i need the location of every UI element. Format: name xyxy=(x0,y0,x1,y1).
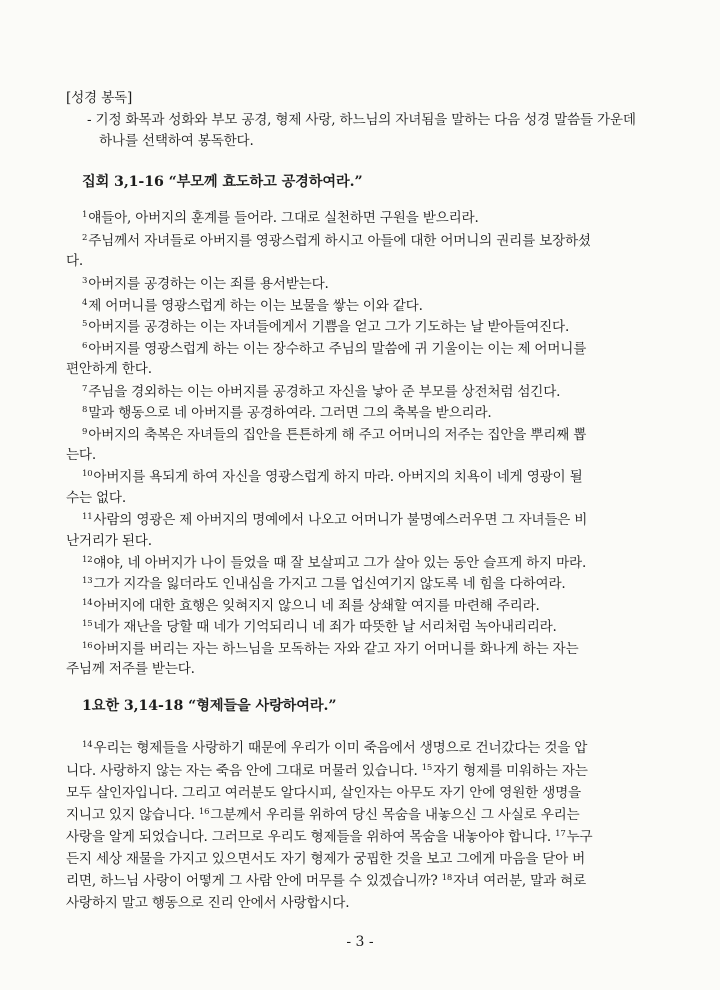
verse-number: 4 xyxy=(82,298,88,309)
verse-line: 수는 없다. xyxy=(66,490,126,506)
verse-number: 14 xyxy=(82,740,93,751)
verse-line: $^{10}$아버지를 욕되게 하여 자신을 영광스럽게 하지 마라. 아버지의 치욕이 네게 영광이 될 xyxy=(82,469,583,485)
verse-line: $^6$아버지를 영광스럽게 하는 이는 장수하고 주님의 말씀에 귀 기울이는 이는 제 어머니를 xyxy=(82,341,587,357)
verse-number: 9 xyxy=(82,427,88,438)
paragraph-line: $^{14}$우리는 형제들을 사랑하기 때문에 우리가 이미 죽음에서 생명으로 건너갔다는 것을 압 xyxy=(82,740,588,756)
verse-line: $^{15}$네가 재난을 당할 때 네가 기억되리니 네 죄가 따뜻한 날 서리처럼 녹아내리리라. xyxy=(82,619,557,635)
verse-number: 15 xyxy=(421,763,433,774)
verse-number: 8 xyxy=(82,405,88,416)
verse-line: $^{12}$얘야, 네 아버지가 나이 들었을 때 잘 보살피고 그가 살아 있는 동안 슬프게 하지 마라. xyxy=(82,555,587,571)
verse-number: 14 xyxy=(82,598,93,609)
verse-number: 16 xyxy=(82,641,93,652)
verse-number: 1 xyxy=(82,210,88,221)
verse-number: 18 xyxy=(441,873,453,884)
verse-number: 3 xyxy=(82,276,88,287)
page-number: - 3 - xyxy=(346,934,374,950)
verse-line: 난거리가 된다. xyxy=(66,533,152,549)
verse-line: $^8$말과 행동으로 네 아버지를 공경하여라. 그러면 그의 축복을 받으리라. xyxy=(82,405,492,421)
verse-number: 12 xyxy=(82,555,93,566)
verse-line: $^7$주님을 경외하는 이는 아버지를 공경하고 자신을 낳아 준 부모를 상전처럼 섬긴다. xyxy=(82,384,561,400)
verse-number: 16 xyxy=(198,807,210,818)
verse-number: 10 xyxy=(82,469,93,480)
section-label: [성경 봉독] xyxy=(66,90,133,106)
verse-line: $^1$얘들아, 아버지의 훈계를 들어라. 그대로 실천하면 구원을 받으리라. xyxy=(82,210,479,226)
paragraph-line: 든지 세상 재물을 가지고 있으면서도 자기 형제가 궁핍한 것을 보고 그에게 마음을 닫아 버 xyxy=(66,851,586,867)
reading2-heading: 1요한 3,14-18 “형제들을 사랑하여라.” xyxy=(82,698,337,714)
instruction-line-2: 하나를 선택하여 봉독한다. xyxy=(99,133,254,149)
verse-line: $^4$제 어머니를 영광스럽게 하는 이는 보물을 쌓는 이와 같다. xyxy=(82,298,423,314)
verse-number: 11 xyxy=(82,512,93,523)
paragraph-line: 리면, 하느님 사랑이 어떻게 그 사람 안에 머무를 수 있겠습니까? $^{18}$자녀 여러분, 말과 혀로 xyxy=(66,873,587,889)
verse-line: $^{14}$아버지에 대한 효행은 잊혀지지 않으니 네 죄를 상쇄할 여지를 마련해 주리라. xyxy=(82,598,540,614)
verse-number: 15 xyxy=(82,619,93,630)
verse-line: 편안하게 한다. xyxy=(66,361,152,377)
verse-line: $^3$아버지를 공경하는 이는 죄를 용서받는다. xyxy=(82,276,329,292)
verse-number: 17 xyxy=(555,829,566,840)
verse-number: 13 xyxy=(82,576,93,587)
paragraph-line: 사랑을 알게 되었습니다. 그러므로 우리도 형제들을 위하여 목숨을 내놓아야 합니다. $^{17}$누구 xyxy=(66,829,593,845)
verse-line: 주님께 저주를 받는다. xyxy=(66,661,195,677)
verse-number: 5 xyxy=(82,319,88,330)
paragraph-line: 사랑하지 말고 행동으로 진리 안에서 사랑합시다. xyxy=(66,895,350,911)
verse-line: $^{13}$그가 지각을 잃더라도 인내심을 가지고 그를 업신여기지 않도록 네 힘을 다하여라. xyxy=(82,576,566,592)
verse-line: 다. xyxy=(66,253,84,269)
verse-line: $^{11}$사람의 영광은 제 아버지의 명예에서 나오고 어머니가 불명예스러우면 그 자녀들은 비 xyxy=(82,512,588,528)
verse-number: 2 xyxy=(82,233,88,244)
instruction-line-1: - 기정 화목과 성화와 부모 공경, 형제 사랑, 하느님의 자녀됨을 말하는 다음 성경 말씀들 가운데 xyxy=(87,112,636,128)
verse-line: $^2$주님께서 자녀들로 아버지를 영광스럽게 하시고 아들에 대한 어머니의 권리를 보장하셨 xyxy=(82,233,591,249)
verse-line: $^{16}$아버지를 버리는 자는 하느님을 모독하는 자와 같고 자기 어머니를 화나게 하는 자는 xyxy=(82,641,579,657)
verse-number: 6 xyxy=(82,341,88,352)
verse-line: $^5$아버지를 공경하는 이는 자녀들에게서 기쁨을 얻고 그가 기도하는 날 받아들여진다. xyxy=(82,319,570,335)
verse-line: 는다. xyxy=(66,447,96,463)
verse-number: 7 xyxy=(82,384,88,395)
paragraph-line: 니다. 사랑하지 않는 자는 죽음 안에 그대로 머물러 있습니다. $^{15}$자기 형제를 미워하는 자는 xyxy=(66,763,588,779)
paragraph-line: 지니고 있지 않습니다. $^{16}$그분께서 우리를 위하여 당신 목숨을 내놓으신 그 사실로 우리는 xyxy=(66,807,580,823)
verse-line: $^9$아버지의 축복은 자녀들의 집안을 튼튼하게 해 주고 어머니의 저주는 집안을 뿌리째 뽑 xyxy=(82,427,587,443)
reading1-heading: 집회 3,1-16 “부모께 효도하고 공경하여라.” xyxy=(82,174,363,190)
paragraph-line: 모두 살인자입니다. 그리고 여러분도 알다시피, 살인자는 아무도 자기 안에 영원한 생명을 xyxy=(66,785,581,801)
